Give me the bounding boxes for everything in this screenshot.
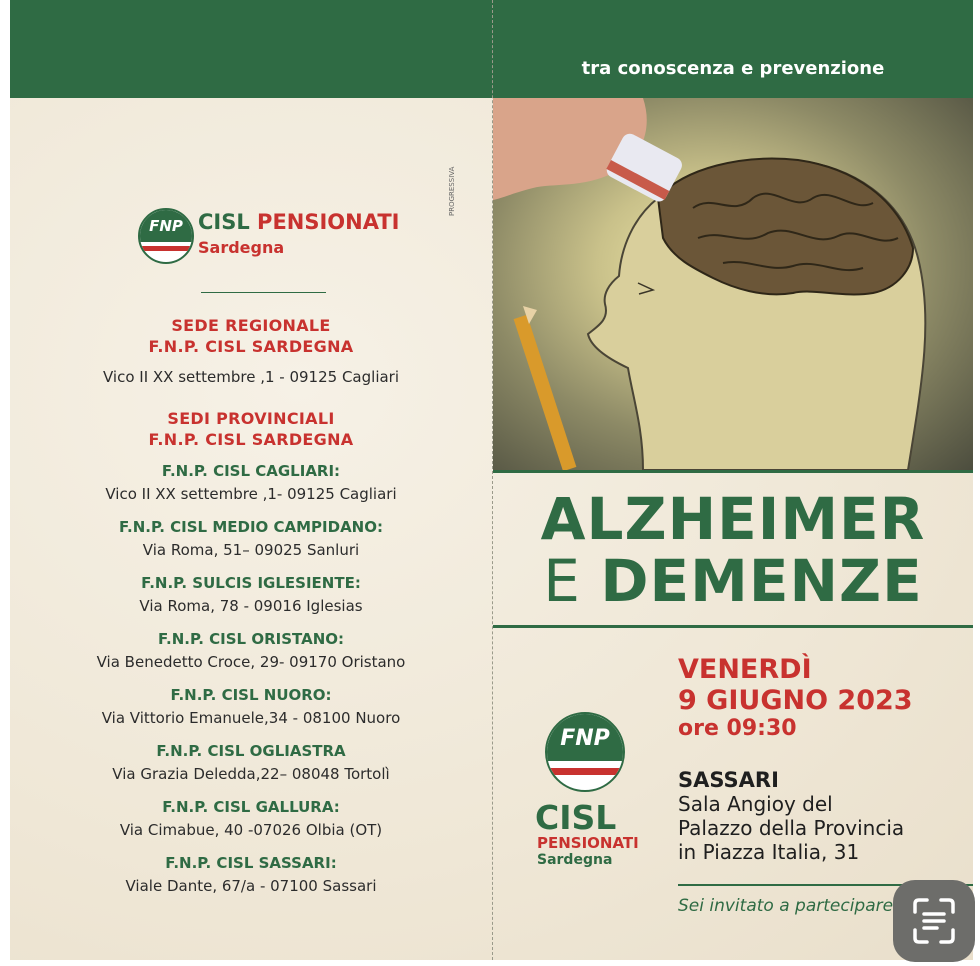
brain-illustration-svg — [493, 98, 973, 470]
event-date-block — [678, 654, 913, 741]
scan-text-icon — [893, 880, 975, 962]
text-scan-button[interactable] — [893, 880, 975, 962]
title-rule-top — [493, 470, 973, 473]
brain-illustration — [493, 98, 973, 470]
left-panel — [10, 98, 492, 960]
office-list — [10, 462, 492, 910]
office-item: F.N.P. CISL NUORO: Via Vittorio Emanuele,34 - 08100 Nuoro — [101, 686, 401, 727]
title-rule-bottom — [493, 625, 973, 628]
event-day: VENERDÌ — [678, 654, 812, 685]
event-title-line2: E DEMENZE — [543, 547, 923, 615]
divider — [201, 292, 326, 293]
event-city: SASSARI — [678, 768, 779, 792]
logo-org-name: CISL PENSIONATI — [198, 210, 400, 234]
logo-region: Sardegna — [198, 238, 285, 257]
regional-address: Vico II XX settembre ,1 - 09125 Cagliari — [102, 368, 400, 386]
event-time: ore 09:30 — [678, 716, 797, 741]
event-title-line1: ALZHEIMER — [540, 485, 926, 553]
office-item: F.N.P. CISL ORISTANO: Via Benedetto Croce, 29- 09170 Oristano — [96, 630, 406, 671]
provincial-heading: SEDI PROVINCIALI F.N.P. CISL SARDEGNA — [148, 409, 354, 449]
office-item: F.N.P. SULCIS IGLESIENTE: Via Roma, 78 - 09016 Iglesias — [139, 574, 363, 615]
invite-text: Sei invitato a partecipare — [678, 896, 894, 916]
flyer — [10, 0, 973, 960]
venue-block: SASSARI Sala Angioy del Palazzo della Provincia in Piazza Italia, 31 — [678, 768, 905, 864]
tagline: tra conoscenza e prevenzione — [581, 58, 885, 79]
regional-block: SEDE REGIONALE F.N.P. CISL SARDEGNA Vico II XX settembre ,1 - 09125 Cagliari — [10, 316, 492, 386]
regional-heading: SEDE REGIONALE — [171, 316, 331, 335]
logo-small — [138, 206, 418, 264]
office-item: F.N.P. CISL OGLIASTRA Via Grazia Deledda,22– 08048 Tortolì — [112, 742, 390, 783]
pencil-icon — [514, 315, 577, 470]
office-item: F.N.P. CISL SASSARI: Viale Dante, 67/a - 07100 Sassari — [125, 854, 377, 895]
event-date: 9 GIUGNO 2023 — [678, 685, 913, 716]
office-item: F.N.P. CISL GALLURA: Via Cimabue, 40 -07026 Olbia (OT) — [119, 798, 383, 839]
print-credit: PROGRESSIVA — [448, 166, 456, 216]
logo-large: FNP CISL PENSIONATI Sardegna — [530, 712, 660, 872]
office-item: F.N.P. CISL MEDIO CAMPIDANO: Via Roma, 51– 09025 Sanluri — [119, 518, 383, 559]
office-item: F.N.P. CISL CAGLIARI: Vico II XX settembre ,1- 09125 Cagliari — [105, 462, 397, 503]
fnp-logo-large-icon: FNP — [545, 712, 625, 792]
fnp-logo-icon: FNP — [138, 208, 194, 264]
